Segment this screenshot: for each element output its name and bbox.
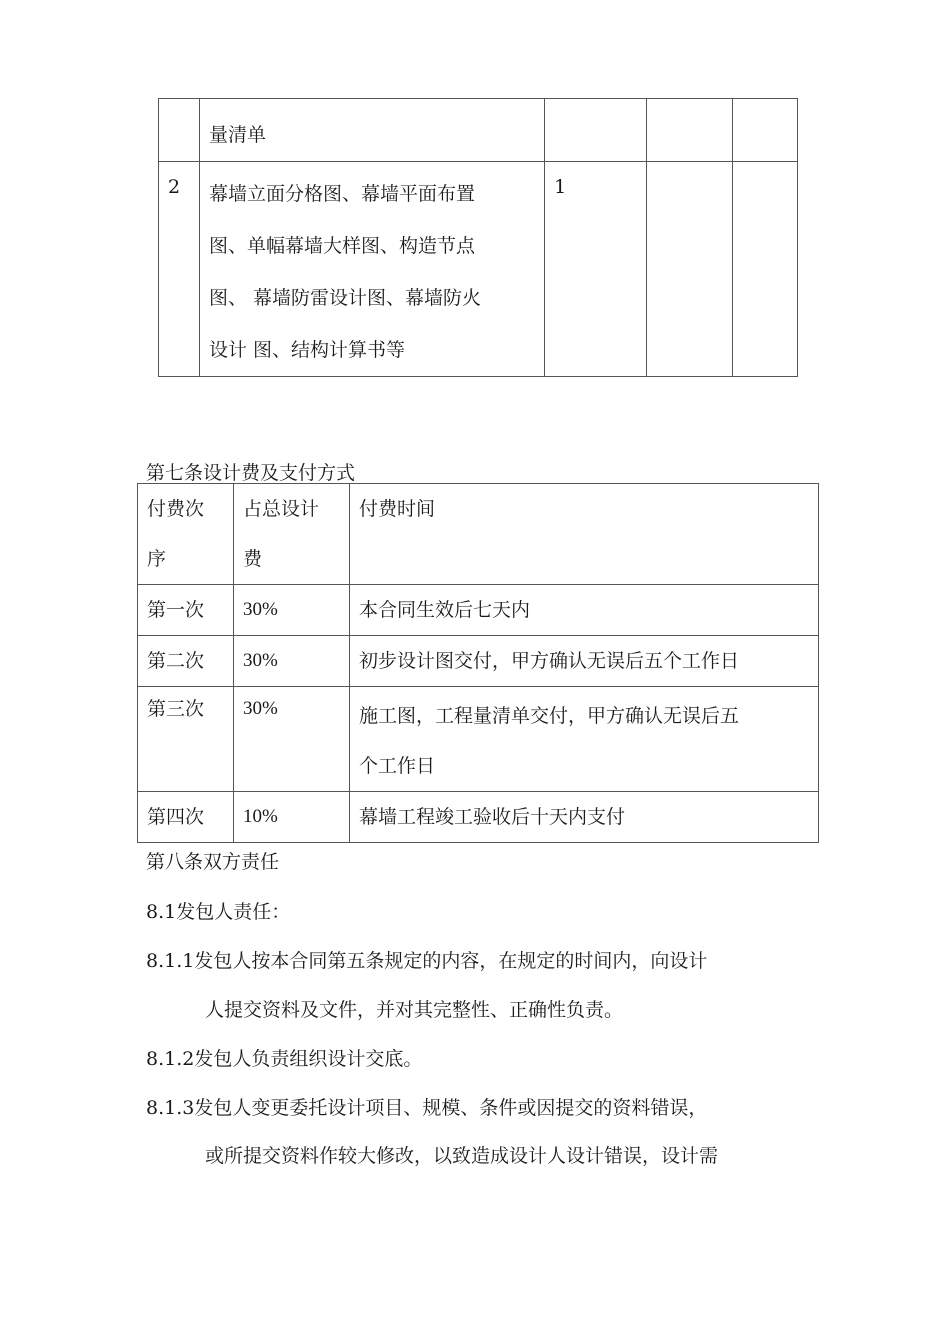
table-cell: 第三次	[138, 687, 234, 792]
table-cell	[646, 99, 733, 162]
header-line: 费	[243, 548, 263, 570]
table-cell	[350, 687, 819, 792]
table-cell	[350, 792, 819, 843]
table-cell: 1	[545, 162, 647, 377]
table-cell: 第二次	[138, 636, 234, 687]
table-header-cell	[350, 484, 819, 585]
table-row	[159, 99, 798, 162]
table-header-row	[138, 484, 819, 585]
section-title: 第七条设计费及支付方式	[146, 462, 356, 484]
header-line: 付费时间	[359, 498, 436, 520]
table-cell: 第四次	[138, 792, 234, 843]
table-header-cell	[138, 484, 234, 585]
paragraph: 8.1.3发包人变更委托设计项目、规模、条件或因提交的资料错误，	[146, 1097, 708, 1119]
table-cell	[733, 99, 798, 162]
table-cell: 第一次	[138, 585, 234, 636]
table-row	[138, 585, 819, 636]
table-cell	[646, 162, 733, 377]
paragraph: 8.1发包人责任：	[146, 901, 291, 923]
table-row	[138, 792, 819, 843]
table-cell	[350, 636, 819, 687]
table-cell	[350, 585, 819, 636]
paragraph-continuation: 人提交资料及文件，并对其完整性、正确性负责。	[205, 999, 624, 1021]
paragraph: 8.1.1发包人按本合同第五条规定的内容，在规定的时间内，向设计	[146, 950, 708, 972]
table-cell	[545, 99, 647, 162]
paragraph-continuation: 或所提交资料作较大修改，以致造成设计人设计错误，设计需	[205, 1145, 719, 1167]
payment-table	[137, 483, 819, 843]
cell-line: 图、单幅幕墙大样图、构造节点	[208, 235, 475, 257]
table-cell: 30%	[234, 636, 350, 687]
cell-line: 施工图，工程量清单交付，甲方确认无误后五	[359, 705, 740, 727]
table-cell	[159, 99, 200, 162]
table-cell	[733, 162, 798, 377]
cell-line: 本合同生效后七天内	[359, 599, 531, 621]
table-row	[138, 687, 819, 792]
header-line: 序	[147, 548, 167, 570]
section-title: 第八条双方责任	[146, 851, 280, 873]
table-cell: 2	[159, 162, 200, 377]
table-row	[138, 636, 819, 687]
header-line: 占总设计	[243, 498, 320, 520]
cell-line: 个工作日	[359, 755, 436, 777]
cell-line: 幕墙工程竣工验收后十天内支付	[359, 806, 626, 828]
table-cell: 30%	[234, 585, 350, 636]
table-cell: 10%	[234, 792, 350, 843]
table-cell: 30%	[234, 687, 350, 792]
paragraph: 8.1.2发包人负责组织设计交底。	[146, 1048, 423, 1070]
table-cell	[199, 162, 544, 377]
cell-line: 初步设计图交付，甲方确认无误后五个工作日	[359, 650, 740, 672]
cell-line: 设计 图、结构计算书等	[208, 339, 405, 361]
table-row	[159, 162, 798, 377]
table-header-cell	[234, 484, 350, 585]
cell-line: 幕墙立面分格图、幕墙平面布置	[208, 183, 475, 205]
header-line: 付费次	[147, 498, 205, 520]
cell-line: 图、 幕墙防雷设计图、幕墙防火	[208, 287, 481, 309]
table-cell: 量清单	[199, 99, 544, 162]
deliverables-table	[158, 98, 798, 377]
